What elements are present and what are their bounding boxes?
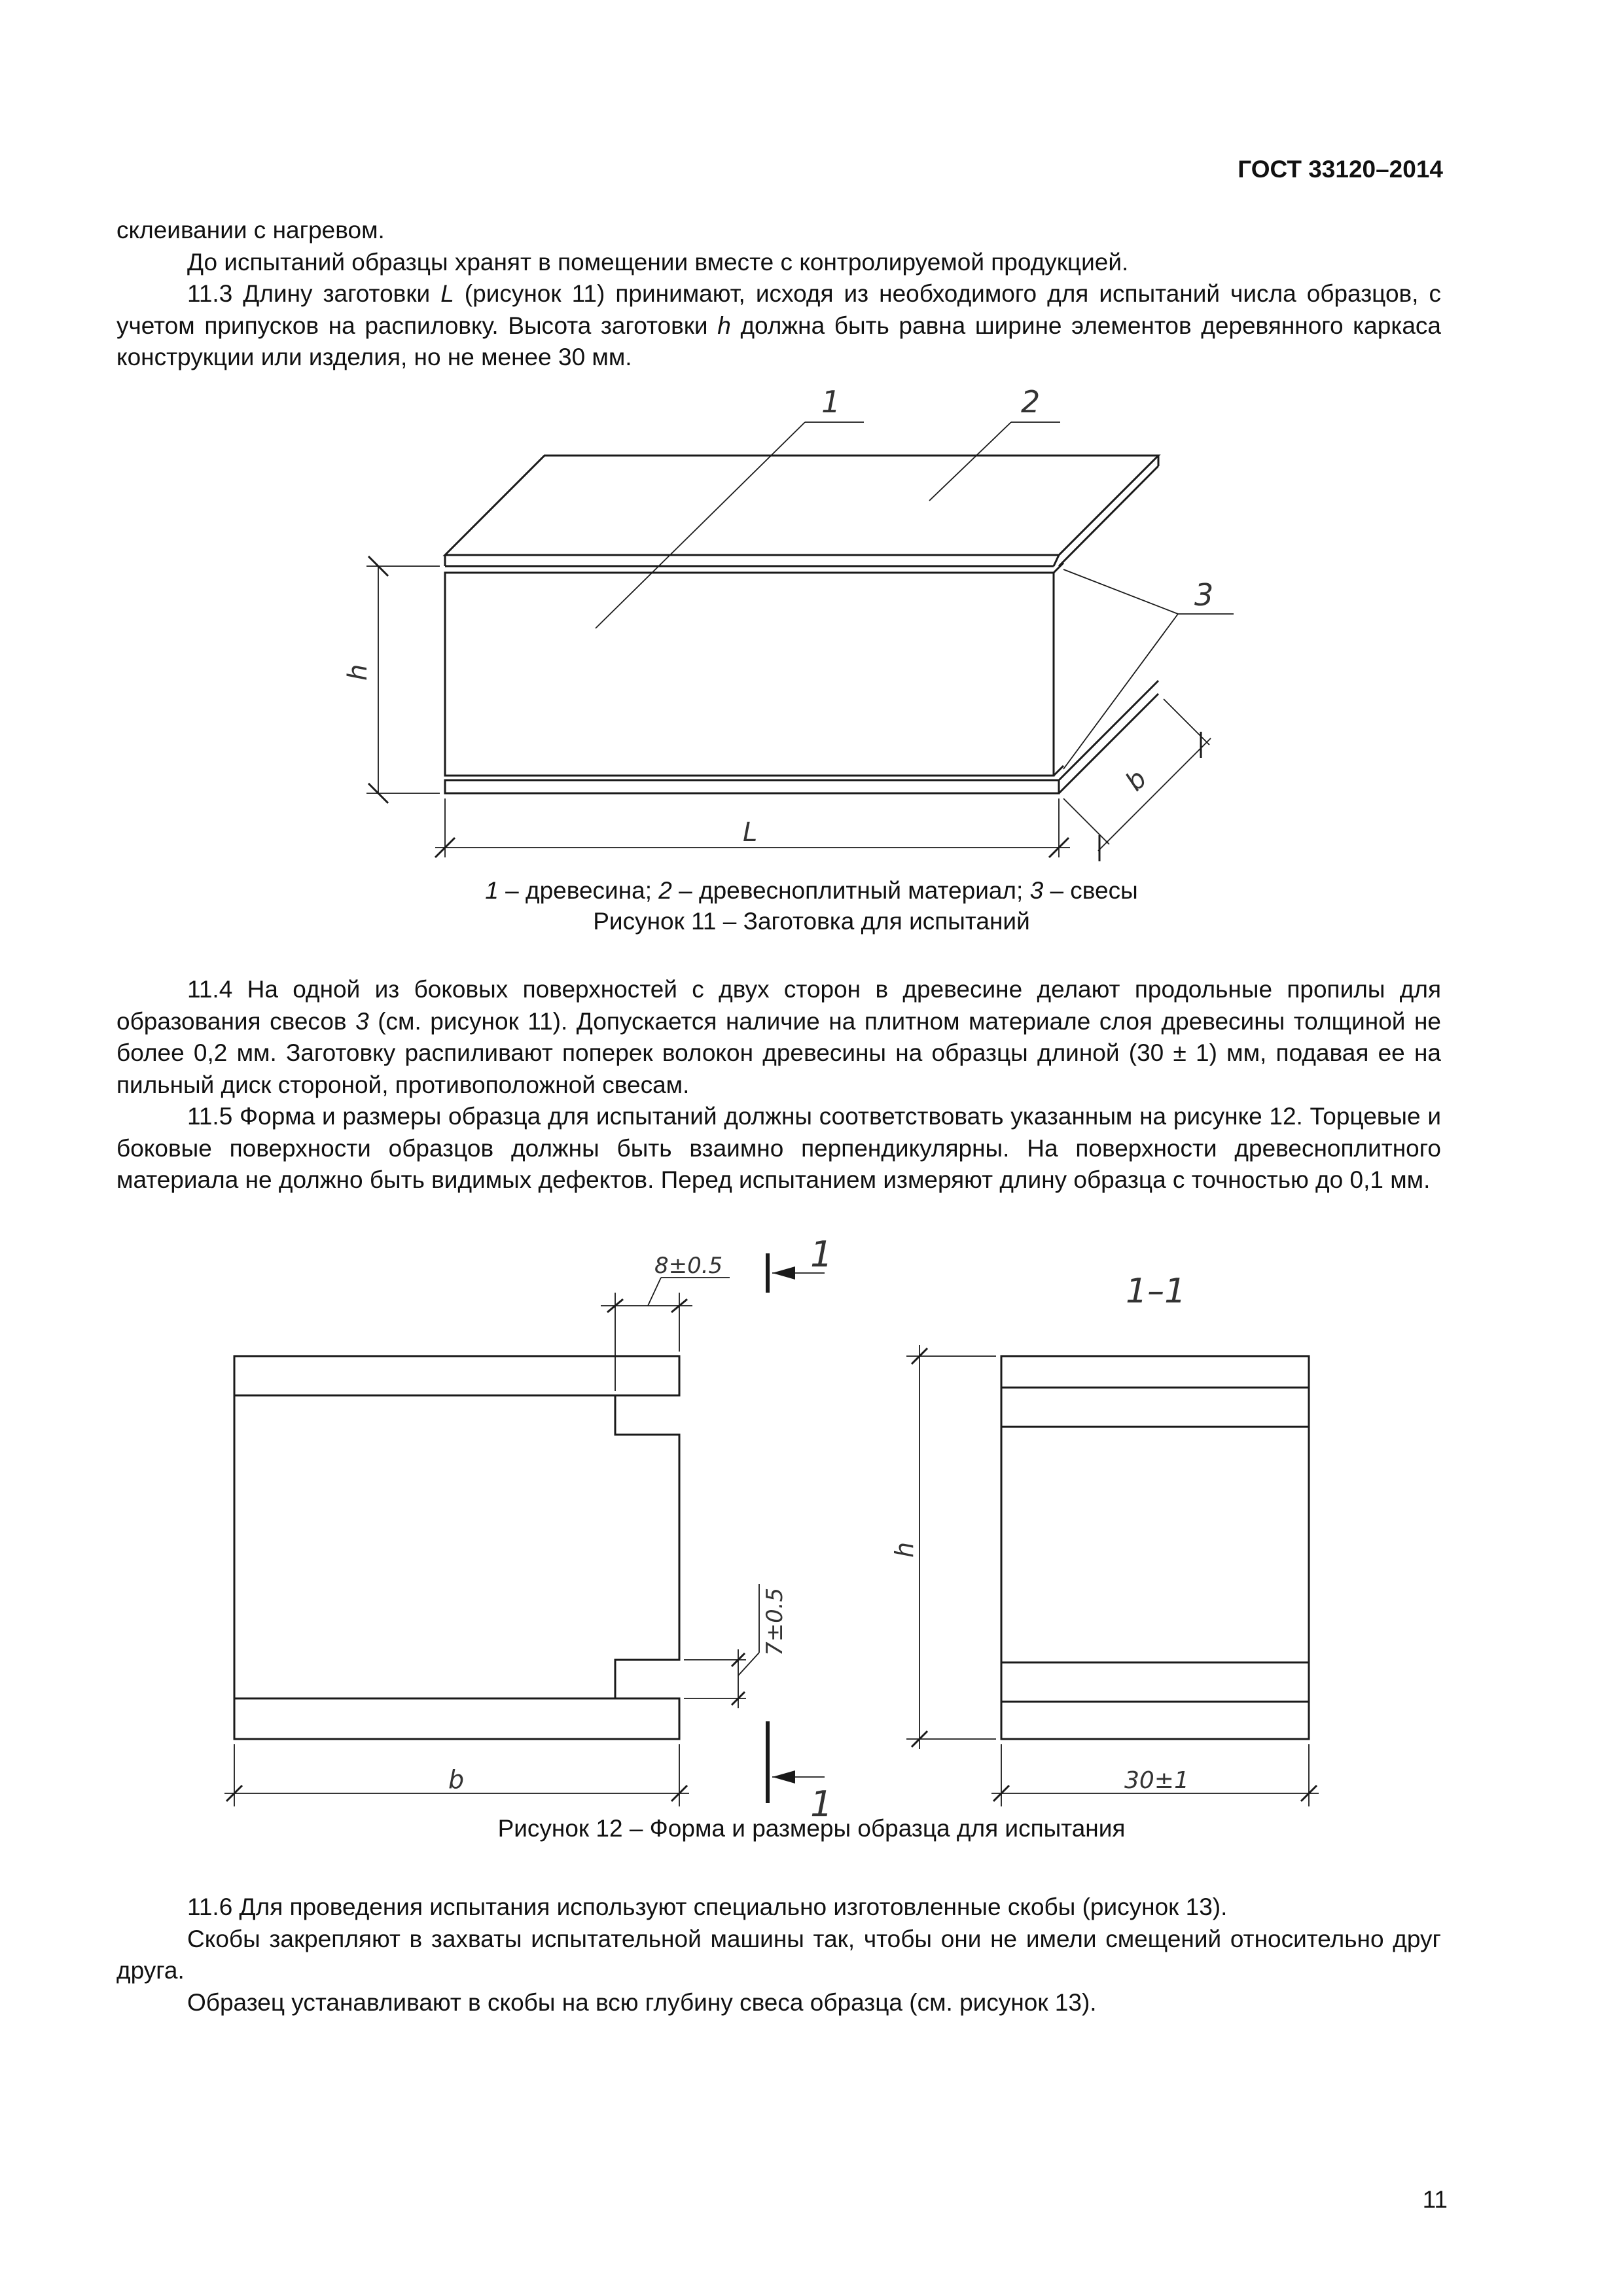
label-dim-30: 30±1 bbox=[1124, 1767, 1189, 1794]
figure-11-caption: Рисунок 11 – Заготовка для испытаний bbox=[593, 908, 1030, 935]
specimen-section-view bbox=[1001, 1356, 1309, 1739]
leader-label-1 bbox=[596, 422, 805, 628]
paragraph-mounting: Образец устанавливают в скобы на всю глубину свеса образца (см. рисунок 13). bbox=[187, 1988, 1097, 2016]
text-block-section-11-6 bbox=[116, 1892, 1441, 2018]
label-h-fig12: h bbox=[890, 1541, 919, 1558]
leader-label-3 bbox=[1063, 569, 1178, 614]
label-L: L bbox=[743, 817, 758, 848]
label-board-2: 2 bbox=[1021, 384, 1041, 420]
dimension-h bbox=[366, 556, 440, 803]
paragraph-11-5: 11.5 Форма и размеры образца для испытаний должны соответствовать указанным на рисунке 12. Торцевые и боковые поверхности образцов должны быть взаимно перпендикулярны. На поверхности древесноплитного материала не должно быть видимых дефектов. Перед испытанием измеряют длину образца с точностью до 0,1 мм. bbox=[116, 1103, 1441, 1193]
label-b: b bbox=[1120, 764, 1153, 797]
blank-wood-body bbox=[445, 563, 1063, 776]
specimen-front-view bbox=[234, 1356, 679, 1739]
dimension-7-side bbox=[684, 1584, 759, 1708]
paragraph-continuation: склеивании с нагревом. bbox=[116, 217, 385, 243]
paragraph-11-3: 11.3 Длину заготовки L (рисунок 11) принимают, исходя из необходимого для испытаний числа образцов, с учетом припусков на распиловку. Высота заготовки h должна быть равна ширине элементов деревянного каркаса конструкции или изделия, но не менее 30 мм. bbox=[116, 280, 1441, 370]
figure-12-caption: Рисунок 12 – Форма и размеры образца для испытания bbox=[497, 1815, 1126, 1842]
page-number: 11 bbox=[1422, 2186, 1448, 2213]
label-overhang-3: 3 bbox=[1194, 577, 1214, 613]
label-b-fig12: b bbox=[448, 1765, 465, 1794]
paragraph-11-6: 11.6 Для проведения испытания используют специально изготовленные скобы (рисунок 13). bbox=[187, 1893, 1228, 1920]
figure-11-legend: 1 – древесина; 2 – древесноплитный материал; 3 – свесы bbox=[485, 877, 1138, 904]
paragraph-clamps: Скобы закрепляют в захваты испытательной машины так, чтобы они не имели смещений относительно друг друга. bbox=[116, 1925, 1441, 1984]
section-mark-top: 1 bbox=[810, 1234, 833, 1275]
label-dim-7: 7±0.5 bbox=[762, 1587, 788, 1656]
label-dim-8: 8±0.5 bbox=[654, 1253, 723, 1279]
label-wood-1: 1 bbox=[821, 384, 841, 420]
section-mark-bottom: 1 bbox=[810, 1784, 833, 1825]
figure-11-blank-drawing bbox=[0, 367, 1623, 877]
document-standard-header: ГОСТ 33120–2014 bbox=[1238, 156, 1443, 183]
label-h: h bbox=[343, 664, 373, 681]
leader-label-2 bbox=[929, 422, 1011, 501]
dimension-8-top bbox=[601, 1278, 730, 1391]
section-title: 1–1 bbox=[1126, 1272, 1186, 1311]
blank-top-layer bbox=[445, 456, 1158, 566]
dimension-h-fig12 bbox=[906, 1345, 996, 1749]
text-block-section-11-4 bbox=[116, 974, 1441, 1196]
paragraph-11-4: 11.4 На одной из боковых поверхностей с двух сторон в древесине делают продольные пропилы для образования свесов 3 (см. рисунок 11). Допускается наличие на плитном материале слоя древесины толщиной не более 0,2 мм. Заготовку распиливают поперек волокон древесины на образцы длиной (30 ± 1) мм, подавая ее на пильный диск стороной, противоположной свесам. bbox=[116, 976, 1441, 1098]
figure-12-specimen-drawing bbox=[0, 1217, 1623, 1825]
text-block-section-11-3 bbox=[116, 215, 1441, 374]
paragraph-storage: До испытаний образцы хранят в помещении вместе с контролируемой продукцией. bbox=[187, 248, 1129, 276]
